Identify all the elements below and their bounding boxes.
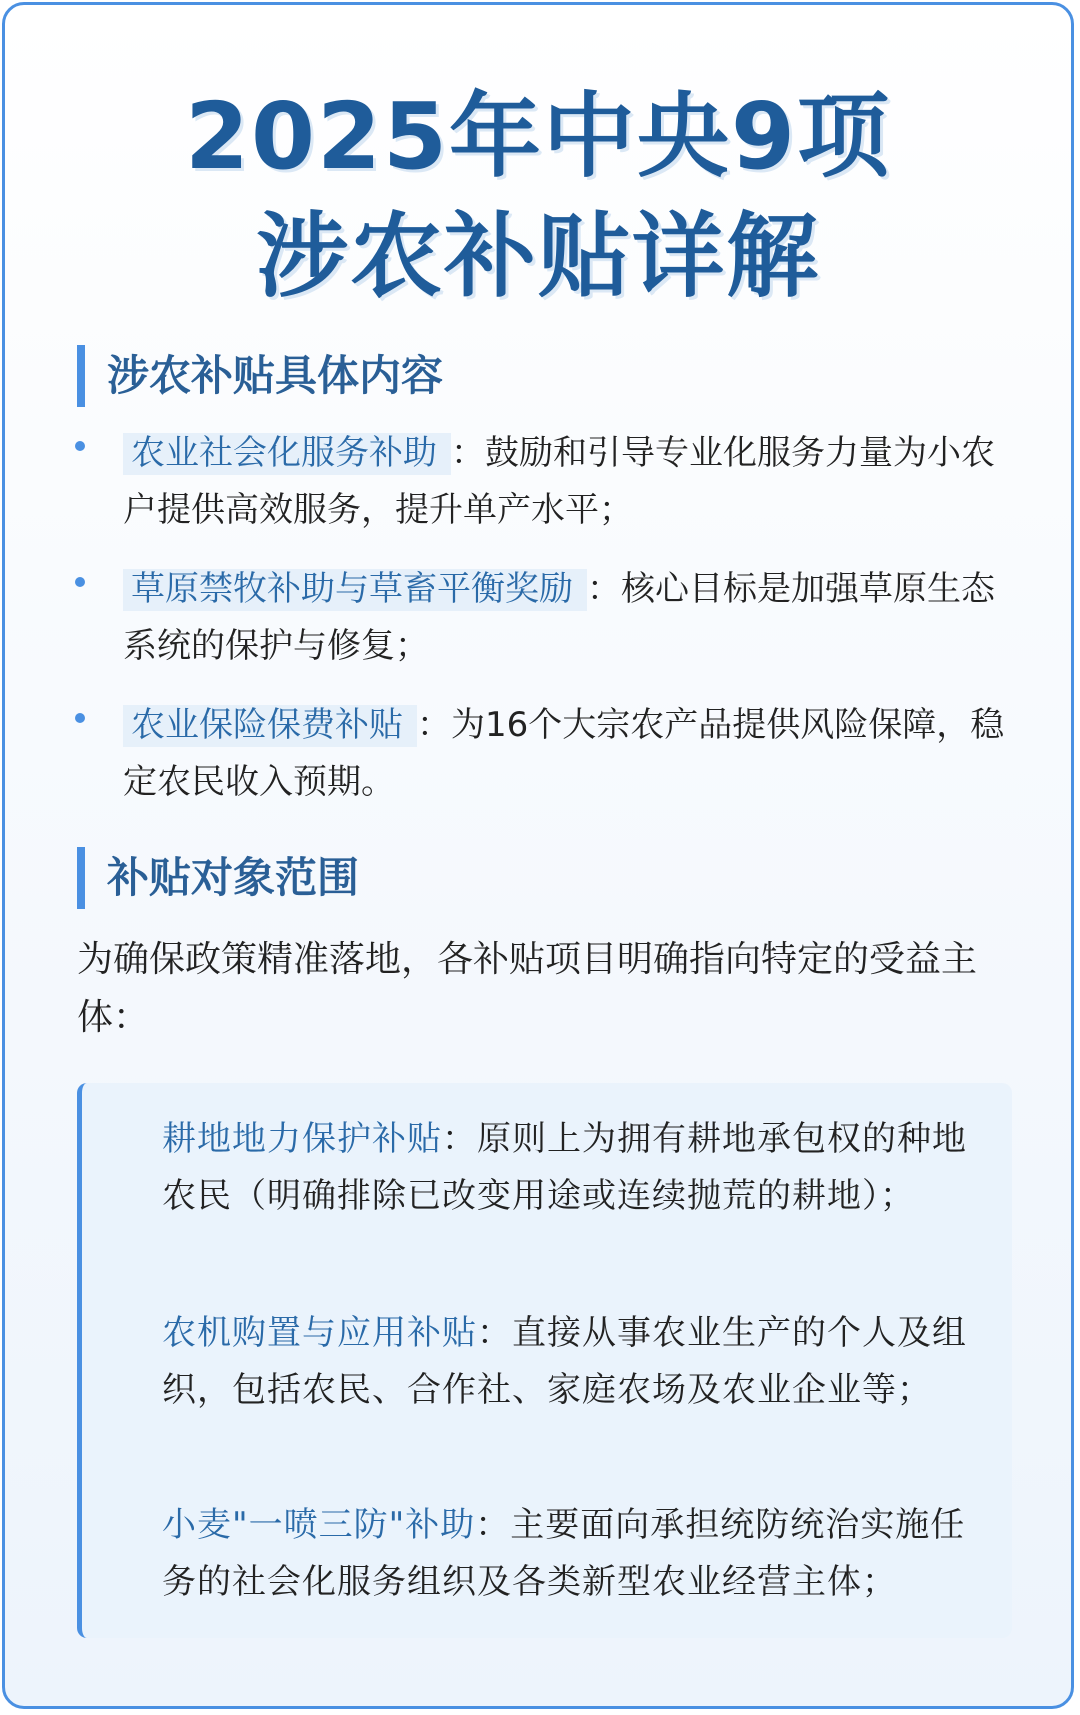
item-label: 草原禁牧补助与草畜平衡奖励 — [123, 569, 587, 611]
scope-item — [162, 1497, 982, 1611]
section-heading-scope: 补贴对象范围 — [77, 847, 359, 909]
bullet-icon — [75, 577, 85, 587]
item-text: ：鼓励和引导专业化服务力量为小农户提供高效服务，提升单产水平； — [123, 433, 995, 530]
bullet-icon — [75, 713, 85, 723]
list-item — [75, 561, 1015, 675]
scope-intro: 为确保政策精准落地，各补贴项目明确指向特定的受益主体： — [77, 939, 978, 1038]
list-item — [75, 425, 1015, 539]
scope-item-label: 耕地地力保护补贴 — [162, 1119, 442, 1159]
scope-item-text: ：主要面向承担统防统治实施任务的社会化服务组织及各类新型农业经营主体； — [162, 1505, 966, 1602]
item-text: ：为16个大宗农产品提供风险保障，稳定农民收入预期。 — [123, 705, 1005, 802]
title-line-1: 2025年中央9项 — [184, 83, 892, 190]
title-line-2: 涉农补贴详解 — [255, 203, 820, 310]
item-text: ：核心目标是加强草原生态系统的保护与修复； — [123, 569, 995, 666]
item-label: 农业保险保费补贴 — [123, 705, 417, 747]
scope-item-label: 小麦"一喷三防"补助 — [162, 1505, 476, 1545]
scope-item-label: 农机购置与应用补贴 — [162, 1313, 477, 1353]
bullet-icon — [75, 441, 85, 451]
poster-card — [2, 2, 1074, 1709]
scope-item-text: ：直接从事农业生产的个人及组织，包括农民、合作社、家庭农场及农业企业等； — [162, 1313, 967, 1410]
scope-item — [162, 1305, 982, 1419]
scope-box — [77, 1083, 1012, 1638]
scope-item-text: ：原则上为拥有耕地承包权的种地农民（明确排除已改变用途或连续抛荒的耕地）； — [162, 1119, 967, 1216]
section-heading-content: 涉农补贴具体内容 — [77, 345, 443, 407]
list-item — [75, 697, 1015, 811]
scope-item — [162, 1111, 982, 1225]
item-label: 农业社会化服务补助 — [123, 433, 451, 475]
